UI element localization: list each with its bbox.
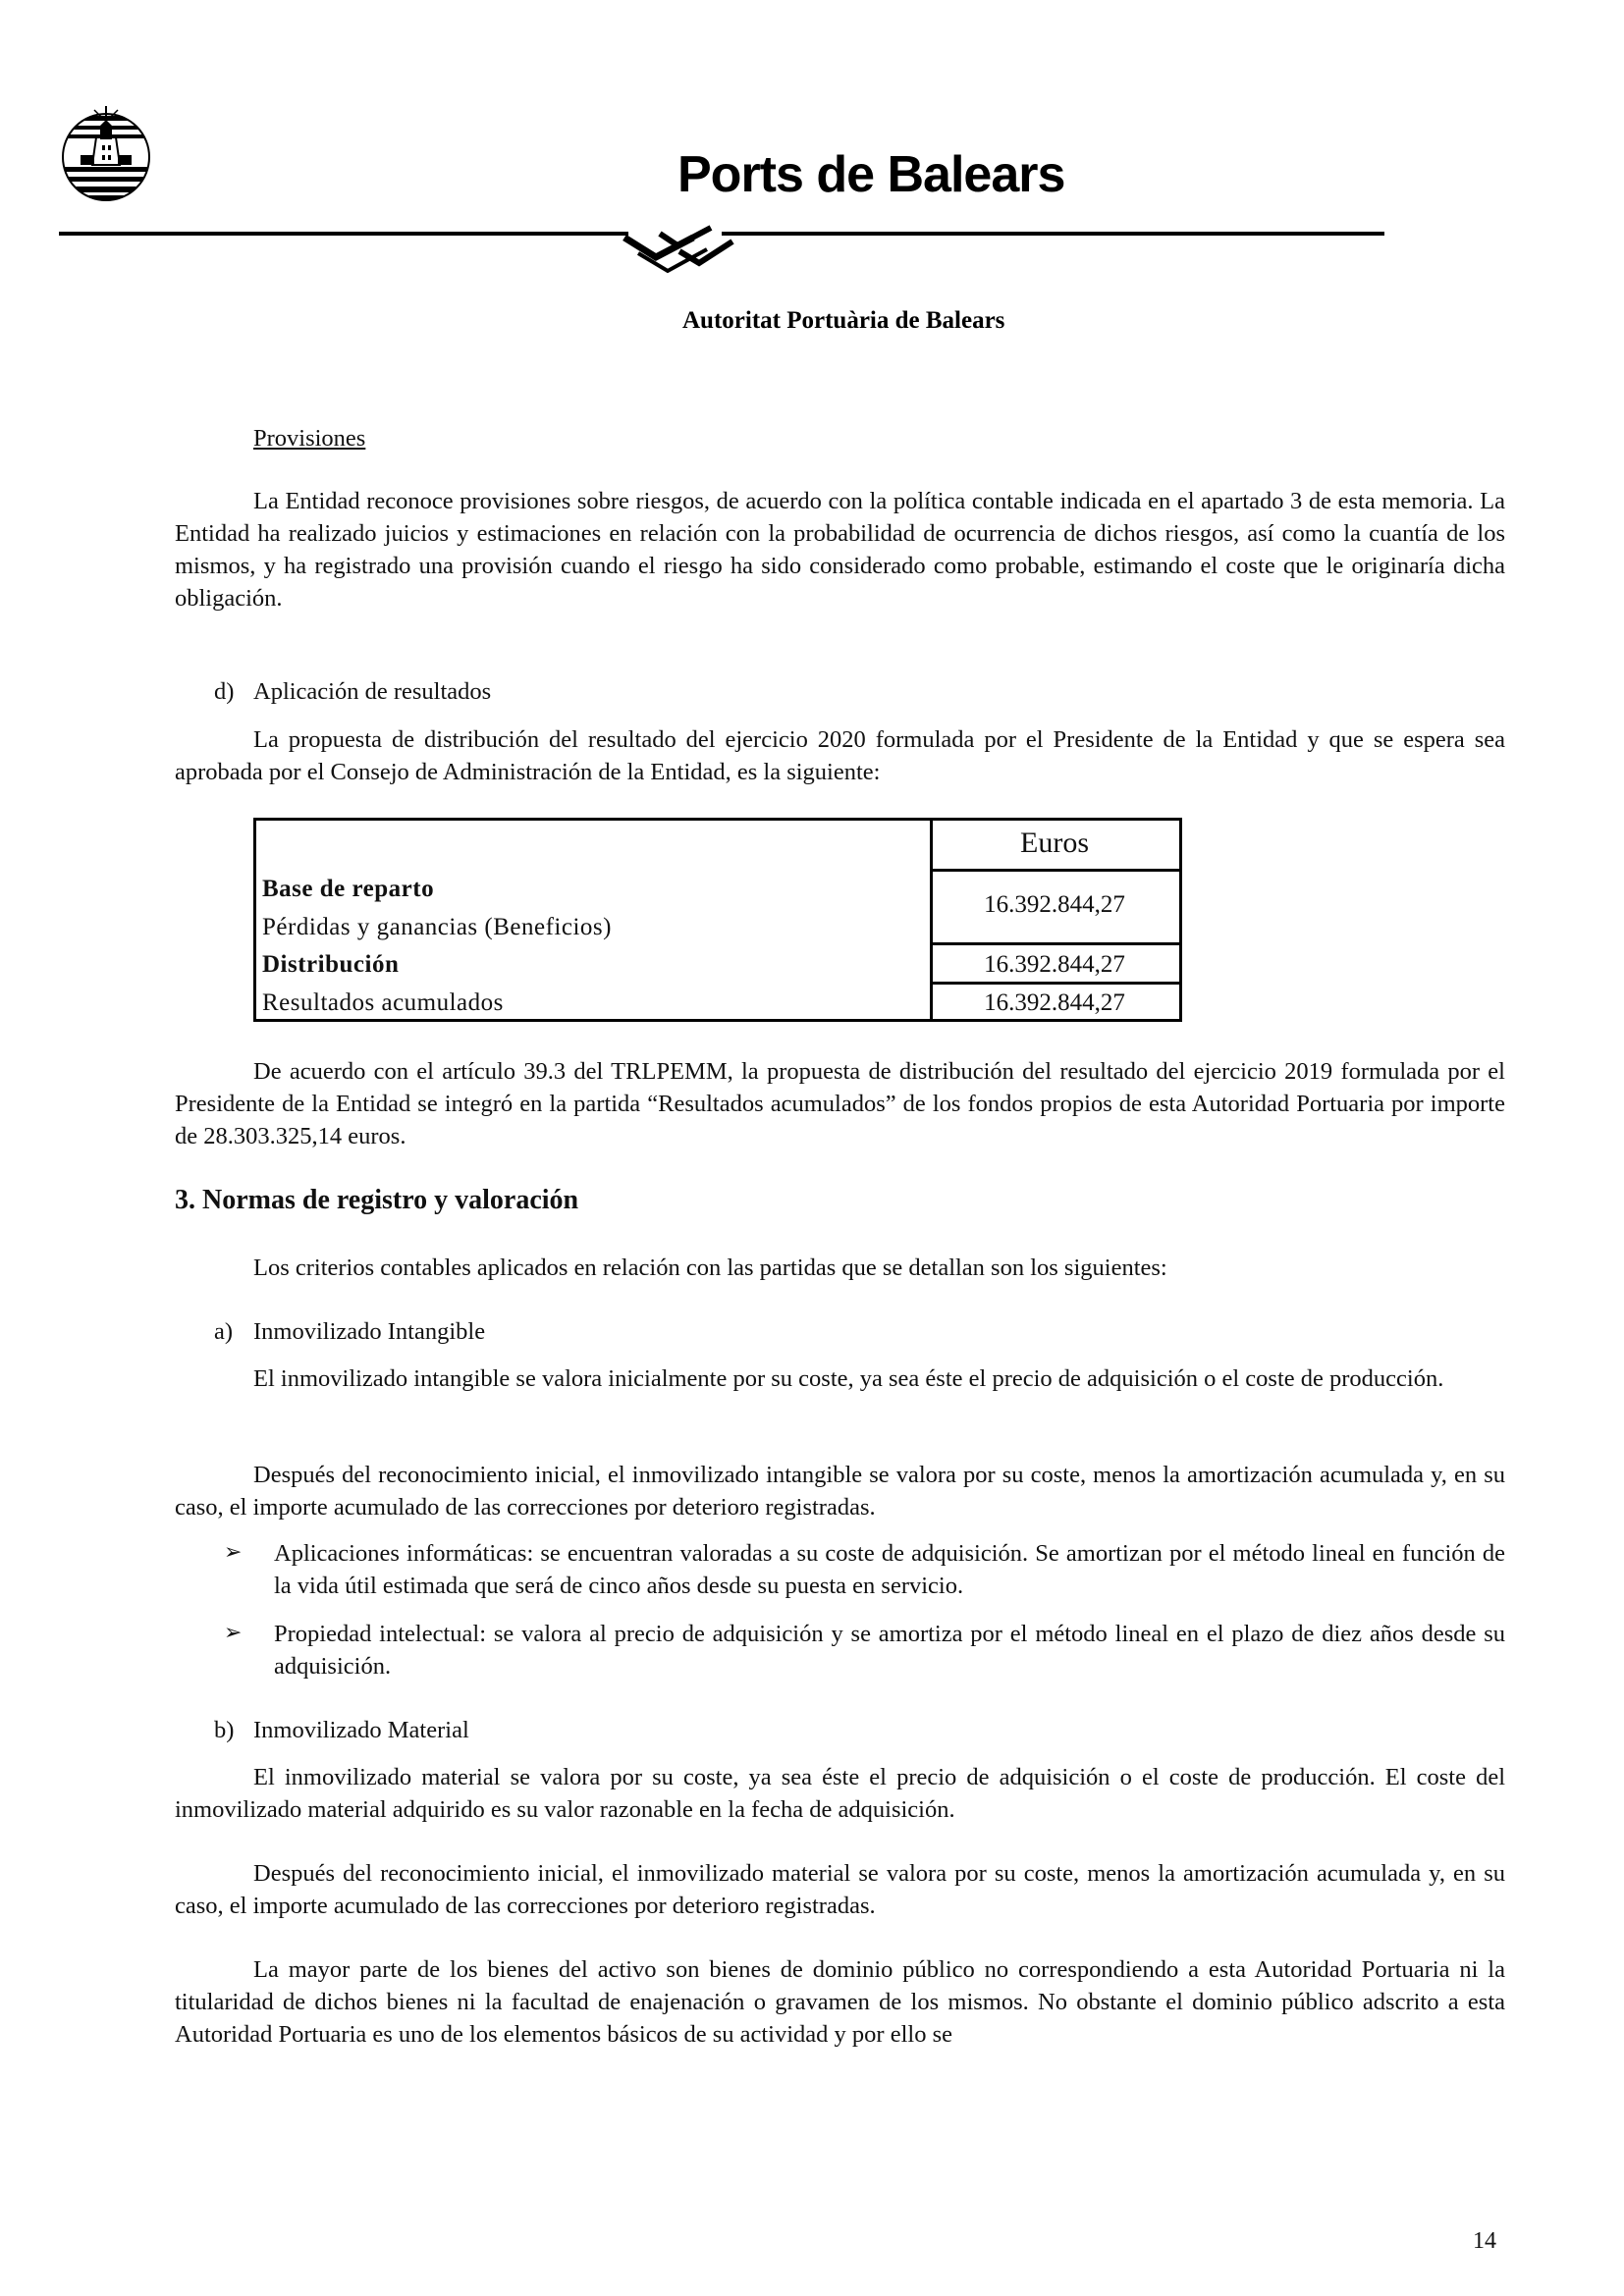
bullet-arrow-icon: ➢ [224,1539,243,1564]
material-paragraph-1: El inmovilizado material se valora por su coste, ya sea éste el precio de adquisición o el coste de producción. El coste del inmovilizado material adquirido es su valor razonable en la fecha de adquisición. [175,1764,1505,1823]
table-label-pyg: Pérdidas y ganancias (Beneficios) [262,914,612,940]
item-d-marker: d) [214,678,235,705]
waves-emblem-icon [617,224,744,275]
intangible-paragraph-2: Después del reconocimiento inicial, el inmovilizado intangible se valora por su coste, menos la amortización acumulada y, en su caso, el importe acumulado de las correcciones por deterioro registradas. [175,1462,1505,1521]
table-value-base: 16.392.844,27 [984,891,1125,918]
table-header-rule [930,869,1179,872]
inmovilizado-intangible-heading: Inmovilizado Intangible [253,1318,486,1345]
table-row-rule [930,942,1179,945]
header-rule-left [59,232,628,236]
brand-title: Ports de Balears [677,146,1065,203]
item-a-marker: a) [214,1318,234,1345]
table-row-rule [930,982,1179,985]
table-value-distribucion: 16.392.844,27 [984,951,1125,978]
lighthouse-logo-icon [57,98,155,201]
page-number: 14 [1473,2228,1496,2254]
distribution-table [253,818,1182,1022]
provisiones-paragraph: La Entidad reconoce provisiones sobre riesgos, de acuerdo con la política contable indicada en el apartado 3 de esta memoria. La Entidad ha realizado juicios y estimaciones en relación con la probabilidad de ocurrencia de dichos riesgos, así como la cuantía de los mismos, y ha registrado una provisión cuando el riesgo ha sido considerado como probable, estimando el coste que le originaría dicha obligación. [175,488,1505,612]
aplicacion-heading: Aplicación de resultados [253,678,492,705]
table-header-euros: Euros [1020,827,1089,859]
section-3-heading: 3. Normas de registro y valoración [175,1185,579,1215]
intangible-paragraph-1: El inmovilizado intangible se valora inicialmente por su coste, ya sea éste el precio de adquisición o el coste de producción. [253,1365,1444,1392]
bullet-item: Aplicaciones informáticas: se encuentran valoradas a su coste de adquisición. Se amortizan por el método lineal en función de la vida útil estimada que será de cinco años desde su puesta en servicio. [274,1540,1505,1599]
aplicacion-after-paragraph: De acuerdo con el artículo 39.3 del TRLPEMM, la propuesta de distribución del resultado del ejercicio 2019 formulada por el Presidente de la Entidad se integró en la partida “Resultados acumulados” de los fondos propios de esta Autoridad Portuaria por importe de 28.303.325,14 euros. [175,1058,1505,1149]
aplicacion-intro: La propuesta de distribución del resultado del ejercicio 2020 formulada por el Presidente de la Entidad y que se espera sea aprobada por el Consejo de Administración de la Entidad, es la siguiente: [175,726,1505,785]
bullet-arrow-icon: ➢ [224,1620,243,1644]
authority-subtitle: Autoritat Portuària de Balears [682,307,1005,334]
inmovilizado-material-heading: Inmovilizado Material [253,1717,469,1743]
item-b-marker: b) [214,1717,235,1743]
table-label-resultados: Resultados acumulados [262,989,504,1016]
header-rule-right [722,232,1384,236]
table-label-base: Base de reparto [262,876,435,902]
table-value-resultados: 16.392.844,27 [984,989,1125,1016]
material-paragraph-3: La mayor parte de los bienes del activo son bienes de dominio público no correspondiendo a esta Autoridad Portuaria ni la titularidad de dichos bienes ni la facultad de enajenación o gravamen de los mismos. No obstante el dominio público adscrito a esta Autoridad Portuaria es uno de los elementos básicos de su actividad y por ello se [175,1956,1505,2048]
section-3-intro: Los criterios contables aplicados en relación con las partidas que se detallan son los siguientes: [253,1255,1167,1281]
material-paragraph-2: Después del reconocimiento inicial, el inmovilizado material se valora por su coste, menos la amortización acumulada y, en su caso, el importe acumulado de las correcciones por deterioro registradas. [175,1860,1505,1919]
bullet-item: Propiedad intelectual: se valora al precio de adquisición y se amortiza por el método lineal en el plazo de diez años desde su adquisición. [274,1621,1505,1680]
provisiones-heading: Provisiones [253,425,366,452]
table-label-distribucion: Distribución [262,951,400,978]
